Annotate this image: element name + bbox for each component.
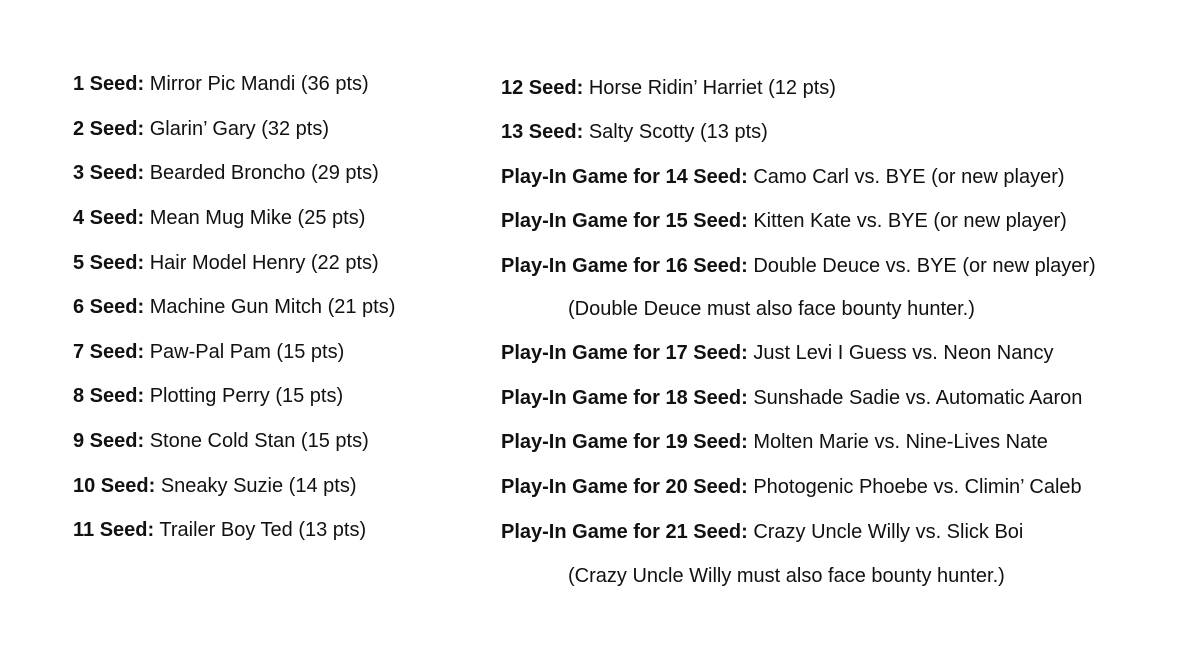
- play-in-label: Play-In Game for 21 Seed:: [501, 521, 748, 543]
- seed-text: Hair Model Henry (22 pts): [149, 252, 379, 274]
- play-in-label: Play-In Game for 16 Seed:: [501, 255, 748, 277]
- play-in-text: Just Levi I Guess vs. Neon Nancy: [753, 342, 1054, 364]
- play-in-text: Molten Marie vs. Nine-Lives Nate: [753, 431, 1048, 453]
- seed-label: 8 Seed:: [73, 385, 145, 407]
- seed-text: Paw-Pal Pam (15 pts): [149, 341, 345, 363]
- play-in-line: [501, 475, 1082, 499]
- bounty-hunter-note: (Double Deuce must also face bounty hunter.): [568, 298, 975, 320]
- seed-text: Glarin’ Gary (32 pts): [149, 118, 330, 140]
- play-in-line: [501, 430, 1048, 454]
- play-in-text: Kitten Kate vs. BYE (or new player): [753, 210, 1067, 232]
- play-in-text: Camo Carl vs. BYE (or new player): [753, 166, 1065, 188]
- seed-text: Machine Gun Mitch (21 pts): [149, 296, 396, 318]
- seed-label: 11 Seed:: [73, 519, 155, 541]
- seed-text: Horse Ridin’ Harriet (12 pts): [588, 77, 836, 99]
- play-in-line: [501, 165, 1065, 189]
- seed-label: 12 Seed:: [501, 77, 584, 99]
- seed-text: Trailer Boy Ted (13 pts): [159, 519, 367, 541]
- play-in-text: Double Deuce vs. BYE (or new player): [753, 255, 1096, 277]
- play-in-line: [501, 254, 1096, 278]
- seed-text: Stone Cold Stan (15 pts): [149, 430, 369, 452]
- seed-text: Plotting Perry (15 pts): [149, 385, 344, 407]
- seed-text: Sneaky Suzie (14 pts): [160, 475, 357, 497]
- bounty-hunter-note: (Crazy Uncle Willy must also face bounty hunter.): [568, 565, 1005, 587]
- seed-label: 3 Seed:: [73, 162, 145, 184]
- play-in-label: Play-In Game for 18 Seed:: [501, 387, 748, 409]
- seed-text: Mirror Pic Mandi (36 pts): [149, 73, 369, 95]
- seed-label: 7 Seed:: [73, 341, 145, 363]
- seed-text: Mean Mug Mike (25 pts): [149, 207, 366, 229]
- play-in-line: [501, 209, 1067, 233]
- seed-label: 10 Seed:: [73, 475, 156, 497]
- seed-label: 4 Seed:: [73, 207, 145, 229]
- seed-label: 6 Seed:: [73, 296, 145, 318]
- play-in-label: Play-In Game for 14 Seed:: [501, 166, 748, 188]
- seed-text: Salty Scotty (13 pts): [588, 121, 768, 143]
- play-in-line: [501, 341, 1053, 365]
- play-in-label: Play-In Game for 15 Seed:: [501, 210, 748, 232]
- play-in-label: Play-In Game for 19 Seed:: [501, 431, 748, 453]
- play-in-text: Photogenic Phoebe vs. Climin’ Caleb: [753, 476, 1082, 498]
- seed-label: 5 Seed:: [73, 252, 145, 274]
- play-in-text: Sunshade Sadie vs. Automatic Aaron: [753, 387, 1083, 409]
- play-in-line: [501, 520, 1023, 544]
- play-in-label: Play-In Game for 20 Seed:: [501, 476, 748, 498]
- seed-text: Bearded Broncho (29 pts): [149, 162, 379, 184]
- seed-label: 1 Seed:: [73, 73, 145, 95]
- play-in-text: Crazy Uncle Willy vs. Slick Boi: [753, 521, 1024, 543]
- play-in-line: [501, 386, 1082, 410]
- seed-line: [501, 76, 836, 100]
- seed-line: [501, 120, 768, 144]
- seed-label: 9 Seed:: [73, 430, 145, 452]
- play-in-label: Play-In Game for 17 Seed:: [501, 342, 748, 364]
- seed-label: 2 Seed:: [73, 118, 145, 140]
- seed-label: 13 Seed:: [501, 121, 584, 143]
